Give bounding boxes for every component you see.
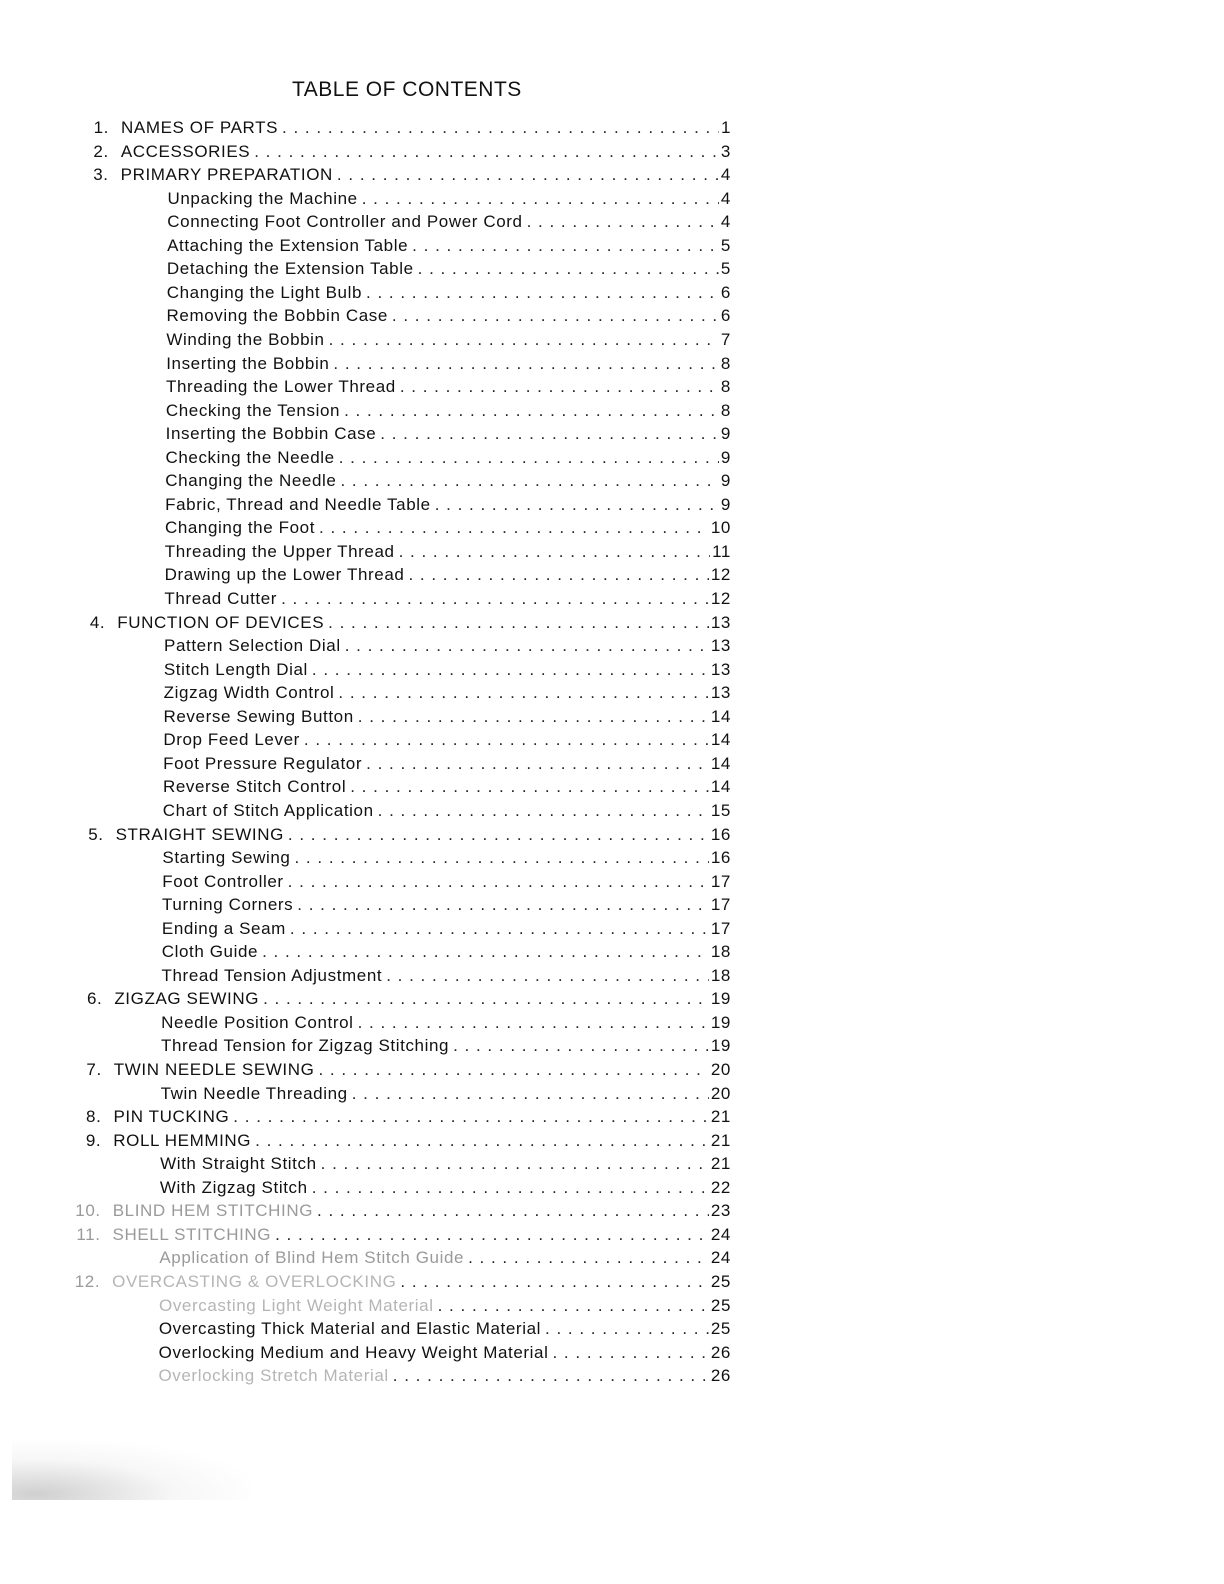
toc-subsection [162,872,731,896]
toc-leader-dots [366,754,709,774]
toc-page-number: 6 [720,306,731,326]
toc-page-number: 22 [710,1177,731,1197]
toc-leader-dots [400,377,719,397]
toc-leader-dots [392,306,719,326]
toc-subsection [163,801,731,825]
toc-label: NAMES OF PARTS [121,118,282,138]
toc-page-number: 12 [710,565,731,585]
toc-leader-dots [263,989,709,1009]
toc-page-number: 26 [710,1366,731,1386]
toc-label: Threading the Lower Thread [166,377,400,397]
toc-subsection [159,1248,731,1272]
toc-number: 4. [89,612,106,632]
toc-subsection [167,212,731,236]
toc-subsection [167,236,731,260]
toc-number: 12. [74,1271,101,1291]
toc-label: Twin Needle Threading [161,1084,352,1104]
toc-page-number: 25 [710,1295,731,1315]
toc-subsection [166,330,731,354]
toc-subsection [159,1343,731,1367]
toc-label: Application of Blind Hem Stitch Guide [159,1248,468,1268]
toc-leader-dots [329,330,719,350]
toc-label: Needle Position Control [161,1013,357,1033]
toc-leader-dots [453,1036,709,1056]
toc-leader-dots [328,613,709,633]
toc-number: 7. [86,1060,102,1079]
toc-subsection [161,1013,731,1037]
toc-subsection [167,306,731,330]
toc-label: PIN TUCKING [113,1107,233,1127]
toc-page-number: 6 [720,282,731,302]
toc-label: Threading the Upper Thread [165,542,399,562]
toc-label: Inserting the Bobbin [166,354,333,374]
toc-leader-dots [352,1084,709,1104]
toc-page-number: 16 [710,824,731,844]
toc-page-number: 17 [710,871,731,891]
toc-leader-dots [362,189,719,209]
toc-page-number: 14 [710,706,731,726]
toc-section [75,1201,731,1225]
toc-label: TWIN NEEDLE SEWING [114,1060,319,1080]
toc-page-number: 18 [710,942,731,962]
toc-page-number: 16 [710,848,731,868]
toc-page-number: 17 [710,918,731,938]
toc-leader-dots [400,1272,708,1292]
toc-number: 1. [93,118,109,137]
toc-number: 2. [93,141,109,161]
toc-label: Overlocking Medium and Heavy Weight Material [159,1343,553,1363]
toc-subsection [161,1084,731,1108]
toc-page-number: 24 [710,1248,731,1268]
toc-subsection [159,1296,731,1320]
toc-section [93,165,731,189]
toc-page-number: 14 [710,753,731,773]
toc-page-number: 7 [720,329,731,349]
toc-leader-dots [418,259,719,279]
toc-subsection [164,660,731,684]
toc-section [86,1060,731,1084]
toc-label: Checking the Needle [165,448,338,468]
toc-label: Thread Tension Adjustment [162,966,387,986]
toc-page-number: 8 [720,377,731,397]
toc-section [93,118,731,142]
toc-label: FUNCTION OF DEVICES [117,613,328,633]
page-title: TABLE OF CONTENTS [292,78,522,101]
toc-leader-dots [317,1201,709,1221]
scan-smudge [12,1440,252,1500]
toc-subsection [162,848,731,872]
toc-leader-dots [255,1131,709,1151]
toc-label: Ending a Seam [162,919,290,939]
toc-page-number: 20 [710,1083,731,1103]
toc-section [93,141,731,166]
toc-page-number: 5 [720,259,731,279]
toc-leader-dots [339,448,719,468]
toc-subsection [162,966,731,990]
toc-leader-dots [366,283,719,303]
toc-subsection [166,424,731,448]
toc-label: Stitch Length Dial [164,660,312,680]
toc-page-number: 18 [710,965,731,985]
toc-number: 8. [86,1107,102,1127]
toc-page-number: 11 [712,541,731,561]
toc-subsection [166,401,731,425]
toc-number: 5. [88,824,104,844]
toc-subsection [165,448,731,472]
toc-leader-dots [386,966,709,986]
toc-label: Starting Sewing [162,848,294,868]
toc-subsection [166,377,731,401]
toc-leader-dots [233,1107,709,1127]
toc-subsection [160,1154,731,1178]
toc-label: Pattern Selection Dial [164,636,345,656]
toc-page-number: 21 [710,1107,731,1127]
toc-label: Reverse Stitch Control [163,777,350,797]
toc-subsection [165,565,731,589]
toc-section [86,1107,731,1131]
toc-page-number: 25 [710,1319,731,1339]
toc-page-number: 19 [710,1012,731,1032]
toc-number: 11. [76,1224,101,1244]
toc-leader-dots [345,636,709,656]
toc-label: Changing the Light Bulb [167,283,366,303]
toc-leader-dots [321,1154,709,1174]
toc-section [74,1271,731,1296]
toc-page-number: 13 [710,612,731,632]
toc-subsection [162,942,731,966]
toc-section [86,989,731,1013]
toc-page-number: 4 [720,212,731,232]
toc-label: Overcasting Light Weight Material [159,1296,438,1316]
toc-page-number: 19 [710,1036,731,1056]
toc-page-number: 20 [710,1060,731,1079]
toc-page-number: 8 [720,353,731,373]
toc-leader-dots [297,895,709,915]
toc-subsection [164,589,731,613]
toc-label: Chart of Stitch Application [163,801,378,821]
toc-label: Winding the Bobbin [166,330,328,350]
toc-subsection [165,495,731,519]
toc-subsection [164,707,732,731]
toc-subsection [161,1036,731,1060]
toc-section [85,1130,731,1155]
toc-label: Foot Pressure Regulator [163,754,366,774]
toc-leader-dots [318,1060,708,1080]
toc-page-number: 19 [710,989,731,1009]
toc-page-number: 10 [710,518,731,538]
toc-number: 10. [75,1201,101,1221]
toc-subsection [167,259,731,283]
toc-page-number: 24 [710,1224,731,1244]
toc-page-number: 15 [710,800,731,820]
toc-leader-dots [468,1248,709,1268]
toc-label: Inserting the Bobbin Case [166,424,381,444]
toc-leader-dots [288,825,709,845]
toc-leader-dots [399,542,711,562]
toc-label: STRAIGHT SEWING [116,825,288,845]
toc-page-number: 1 [720,118,731,137]
toc-leader-dots [527,212,719,232]
toc-section [89,612,731,637]
toc-subsection [162,895,731,919]
toc-label: Fabric, Thread and Needle Table [165,495,435,515]
toc-page-number: 9 [720,471,731,491]
toc-label: Attaching the Extension Table [167,236,412,256]
toc-leader-dots [288,872,709,892]
toc-label: Checking the Tension [166,401,344,421]
toc-page-number: 3 [720,141,731,161]
toc-leader-dots [304,730,709,750]
toc-leader-dots [393,1366,709,1386]
toc-page-number: 13 [710,683,731,703]
toc-leader-dots [338,683,708,703]
toc-subsection [167,283,731,307]
toc-subsection [162,919,731,943]
toc-label: Zigzag Width Control [164,683,339,703]
toc-label: OVERCASTING & OVERLOCKING [112,1272,400,1292]
toc-label: Drawing up the Lower Thread [165,565,409,585]
toc-subsection [164,636,731,660]
toc-label: Connecting Foot Controller and Power Cord [167,212,526,232]
toc-leader-dots [275,1225,709,1245]
toc-page-number: 9 [720,447,731,467]
toc-leader-dots [545,1319,709,1339]
toc-page-number: 17 [710,895,731,915]
toc-leader-dots [282,118,719,138]
toc-leader-dots [350,777,709,797]
toc-subsection [164,683,731,707]
toc-page-number: 13 [710,636,731,656]
toc-subsection [159,1319,731,1343]
toc-page-number: 9 [720,494,731,514]
toc-page-number: 25 [710,1271,731,1291]
toc-label: With Zigzag Stitch [160,1178,312,1198]
toc-label: ACCESSORIES [121,142,254,162]
toc-page-number: 12 [710,589,731,608]
toc-number: 6. [86,989,103,1009]
toc-subsection [167,189,731,213]
toc-label: Thread Cutter [164,589,281,609]
toc-number: 3. [93,165,109,185]
toc-page-number: 9 [720,424,731,444]
toc-page-number: 5 [720,235,731,255]
toc-label: Overcasting Thick Material and Elastic Material [159,1319,545,1339]
toc-label: Foot Controller [162,872,287,892]
toc-label: With Straight Stitch [160,1154,321,1174]
toc-section [76,1224,731,1249]
toc-subsection [165,471,731,495]
toc-page-number: 21 [710,1154,731,1174]
toc-label: Thread Tension for Zigzag Stitching [161,1036,453,1056]
toc-label: Removing the Bobbin Case [167,306,392,326]
toc-leader-dots [333,354,719,374]
toc-subsection [165,542,731,566]
toc-label: Changing the Needle [165,471,340,491]
toc-leader-dots [358,707,709,727]
toc-page-number: 14 [710,730,731,750]
toc-label: Detaching the Extension Table [167,259,418,279]
toc-subsection [163,754,731,778]
toc-number: 9. [85,1130,102,1150]
toc-leader-dots [435,495,719,515]
toc-subsection [163,730,731,754]
toc-leader-dots [340,471,718,491]
toc-subsection [165,518,731,542]
toc-page-number: 8 [720,400,731,420]
toc-page-number: 23 [710,1201,731,1221]
toc-label: ZIGZAG SEWING [114,989,263,1009]
toc-page-number: 26 [710,1342,731,1362]
toc-leader-dots [552,1343,708,1363]
toc-label: Changing the Foot [165,518,319,538]
toc-leader-dots [344,401,719,421]
toc-label: Overlocking Stretch Material [158,1366,392,1386]
toc-page-number: 4 [720,188,731,208]
toc-leader-dots [412,236,719,256]
toc-label: SHELL STITCHING [113,1225,276,1245]
toc-subsection [160,1178,731,1202]
toc-label: Drop Feed Lever [163,730,304,750]
toc-page-number: 21 [710,1130,731,1150]
toc-page-number: 14 [710,777,731,797]
toc-leader-dots [408,565,708,585]
toc-subsection [158,1366,731,1390]
toc-label: Unpacking the Machine [167,189,361,209]
toc-leader-dots [290,919,709,939]
toc-leader-dots [312,1178,709,1198]
toc-leader-dots [438,1296,709,1316]
toc-label: PRIMARY PREPARATION [121,165,337,185]
toc-leader-dots [337,165,719,185]
toc-leader-dots [262,942,709,962]
toc-page-number: 4 [720,165,731,185]
toc-leader-dots [378,801,709,821]
toc-label: ROLL HEMMING [113,1131,255,1151]
toc-label: Cloth Guide [162,942,262,962]
toc-section [88,824,731,849]
toc-leader-dots [254,142,719,162]
toc-leader-dots [319,518,709,538]
toc-subsection [163,777,731,801]
toc-label: Turning Corners [162,895,297,915]
toc-leader-dots [281,589,709,609]
toc-label: BLIND HEM STITCHING [113,1201,317,1221]
toc-leader-dots [380,424,719,444]
toc-leader-dots [312,660,709,680]
toc-leader-dots [294,848,708,868]
toc-subsection [166,354,731,378]
toc-page-number: 13 [710,659,731,679]
toc-leader-dots [358,1013,709,1033]
toc-label: Reverse Sewing Button [164,707,358,727]
